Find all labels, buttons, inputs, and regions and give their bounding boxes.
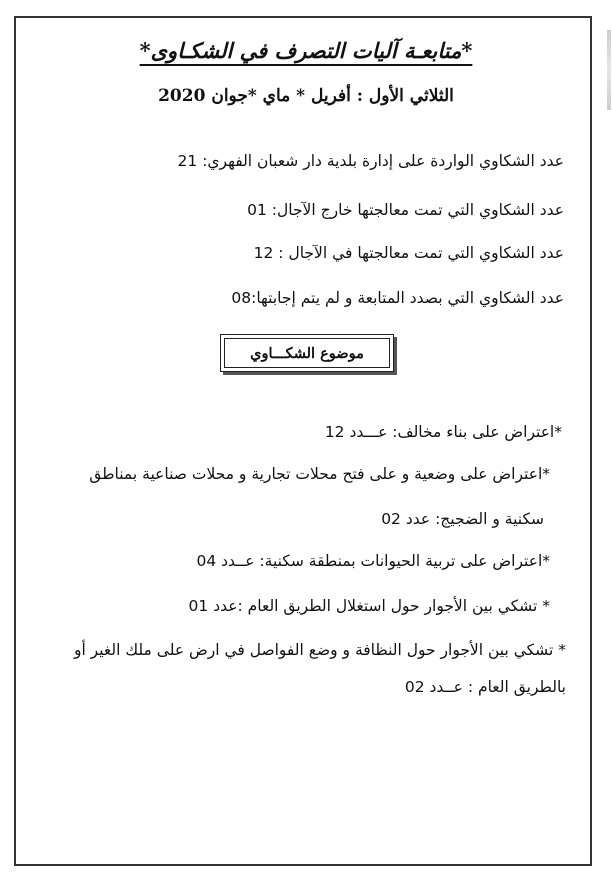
stat-line-pending: عدد الشكاوي التي بصدد المتابعة و لم يتم إجابتها:08 xyxy=(231,289,564,307)
topic-line-illegal-building: *اعتراض على بناء مخالف: عـــدد 12 xyxy=(324,423,562,441)
topic-line-shops-1: *اعتراض على وضعية و على فتح محلات تجارية و محلات صناعية بمناطق xyxy=(89,465,550,483)
topic-line-cleanliness-2: بالطريق العام : عــدد 02 xyxy=(404,678,566,696)
topic-line-animals: *اعتراض على تربية الحيوانات بمنطقة سكنية: عــدد 04 xyxy=(196,552,550,570)
page-border xyxy=(14,16,592,866)
stat-line-late: عدد الشكاوي التي تمت معالجتها خارج الآجال: 01 xyxy=(247,201,564,219)
section-heading-box xyxy=(220,334,394,372)
topic-line-shops-2: سكنية و الضجيج: عدد 02 xyxy=(381,510,544,528)
stat-line-received: عدد الشكاوي الواردة على إدارة بلدية دار شعبان الفهري: 21 xyxy=(177,152,564,170)
document-subtitle: الثلاثي الأول : أفريل * ماي *جوان 2020 xyxy=(158,86,454,106)
document-title-text: *متابعـة آليات التصرف في الشكـاوى* xyxy=(139,38,473,63)
topic-line-cleanliness-1: * تشكي بين الأجوار حول النظافة و وضع الفواصل في ارض على ملك الغير أو xyxy=(73,641,566,659)
section-heading: موضوع الشكـــاوي xyxy=(224,338,390,368)
stat-line-on-time: عدد الشكاوي التي تمت معالجتها في الآجال : 12 xyxy=(253,244,564,262)
topic-line-road-use: * تشكي بين الأجوار حول استغلال الطريق العام :عدد 01 xyxy=(188,597,550,615)
document-title xyxy=(0,38,612,63)
